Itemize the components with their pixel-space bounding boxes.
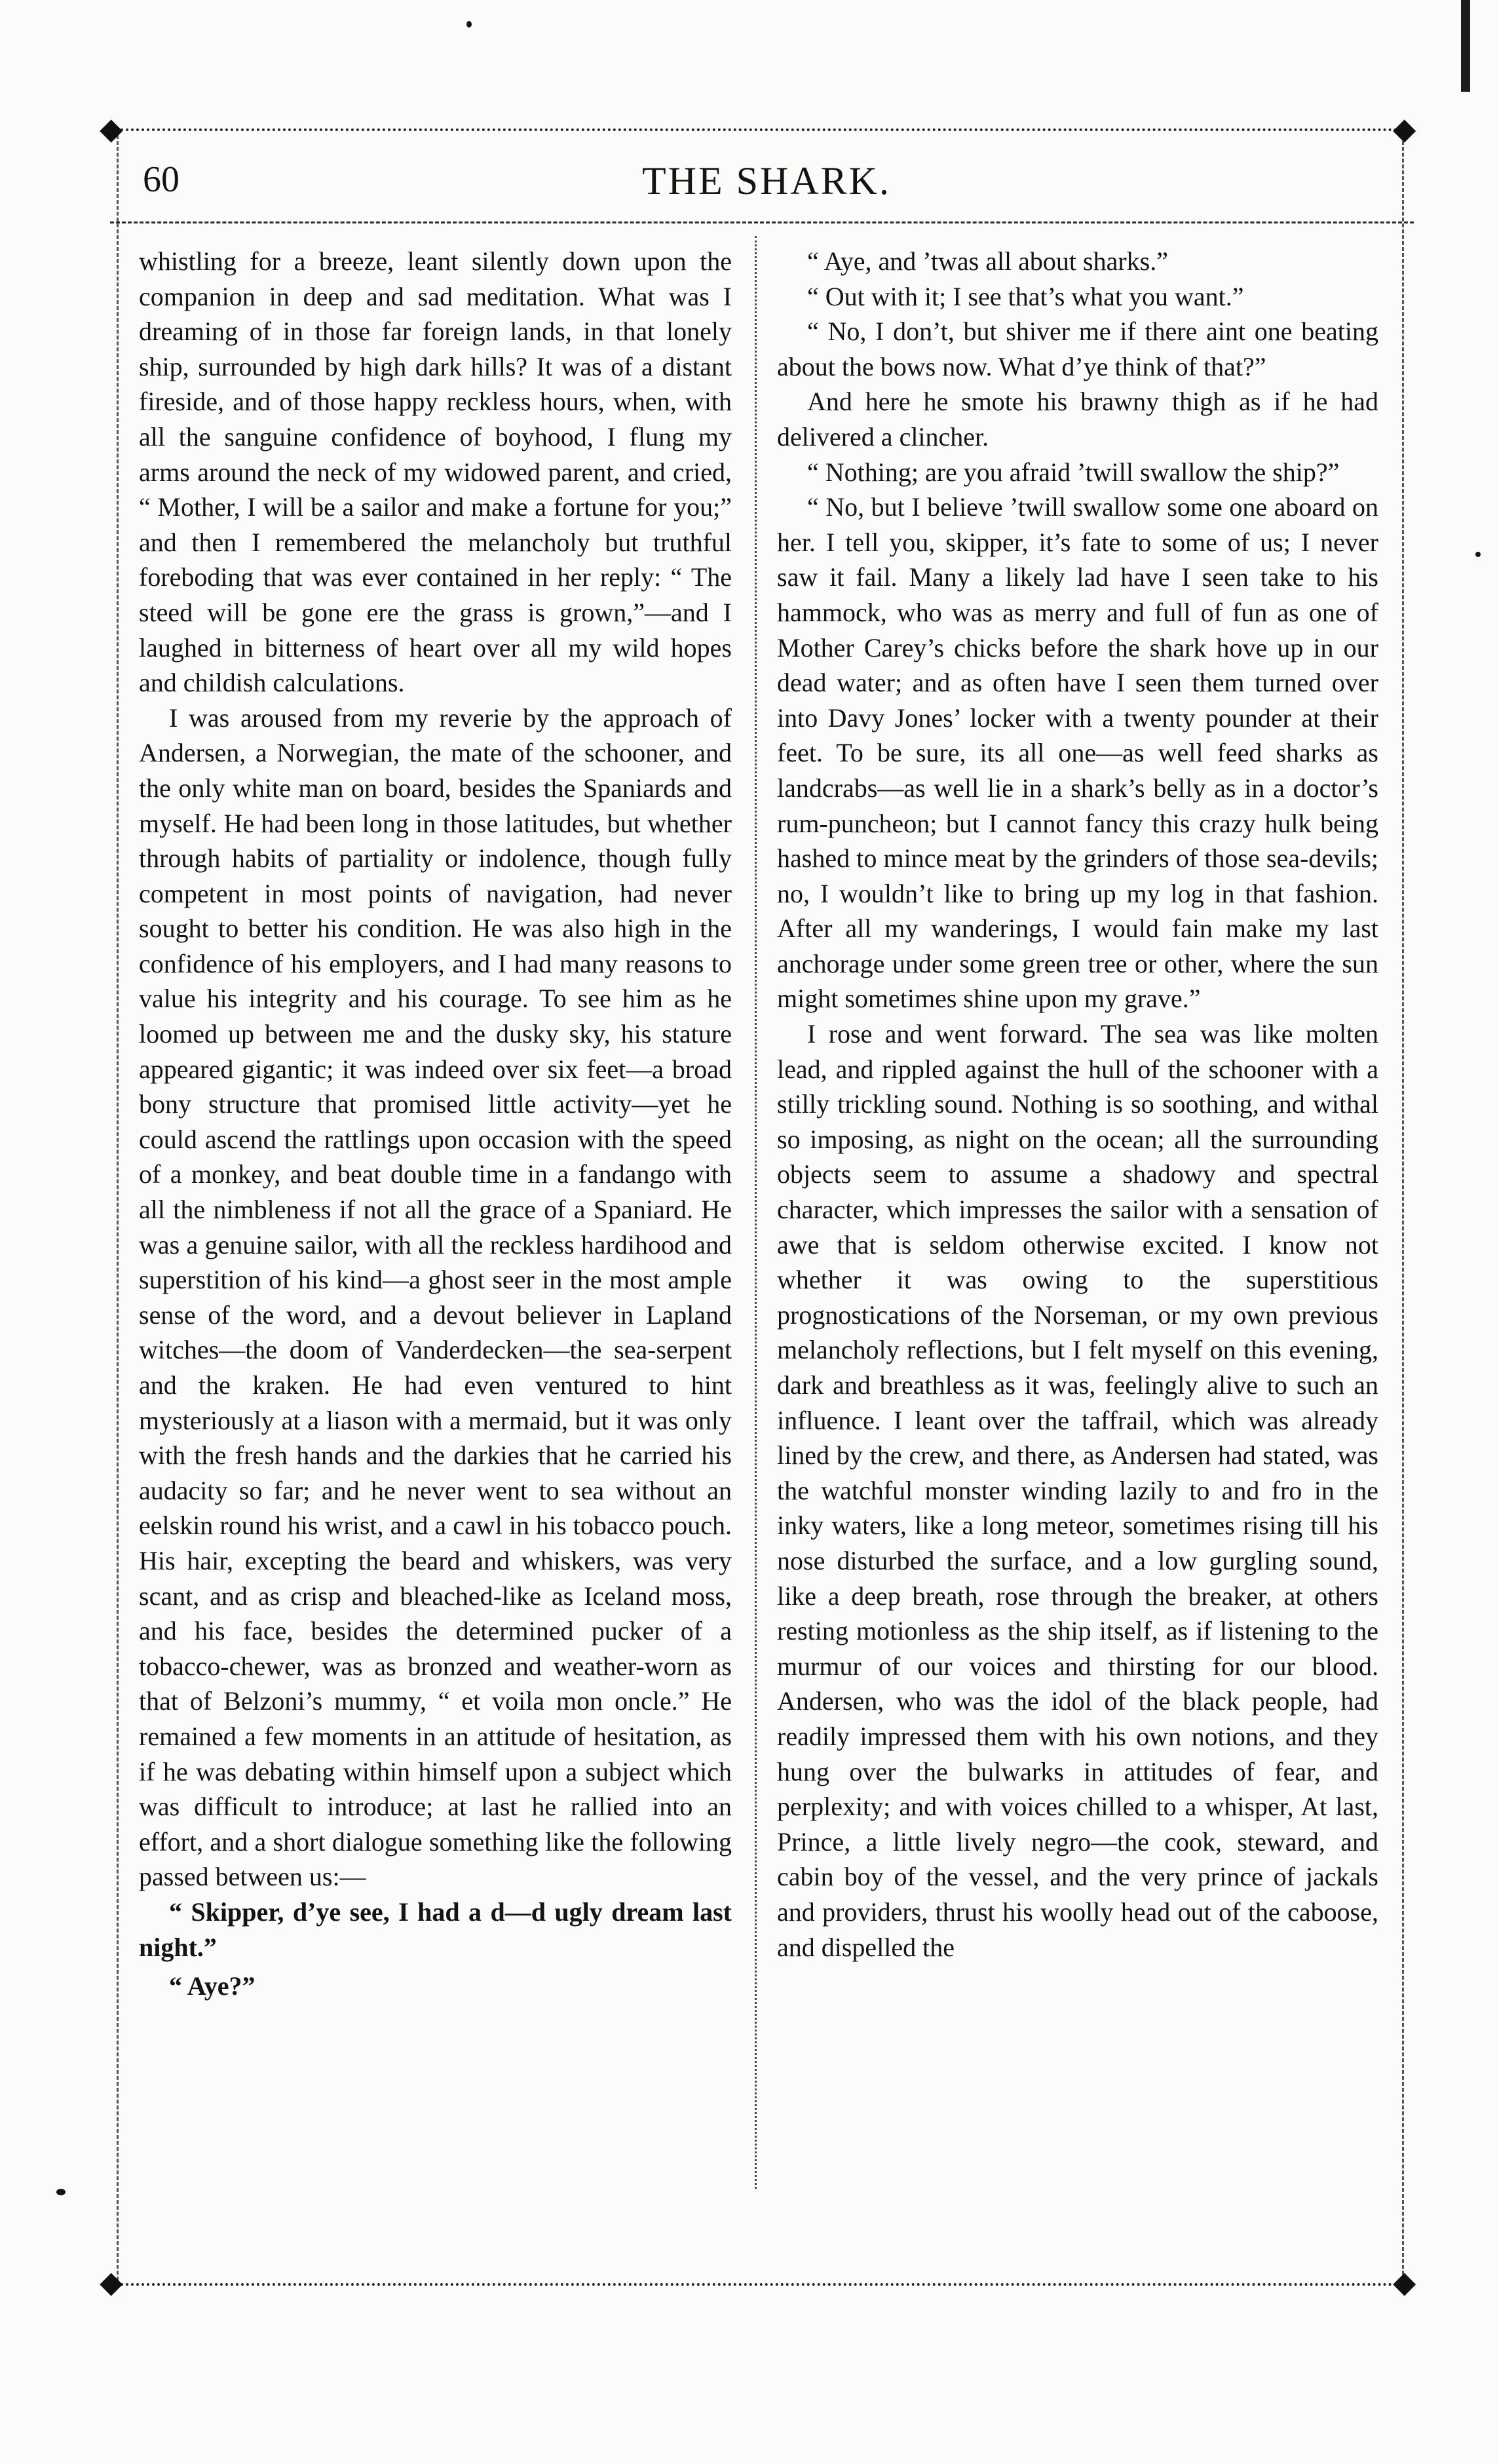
- column-divider: [755, 236, 757, 2189]
- corner-ornament-top-right: ◆: [1393, 112, 1416, 145]
- paragraph: I was aroused from my reverie by the approach of Andersen, a Norwegian, the mate of the schooner, and the only white man on board, besides the Spaniards and myself. He had been long in those latitudes, but whether through habits of partiality or indolence, though fully competent in most points of navigation, had never sought to better his condition. He was also high in the confidence of his employers, and I had many reasons to value his integrity and his courage. To see him as he loomed up between me and the dusky sky, his stature appeared gigantic; it was indeed over six feet—a broad bony structure that promised little activity—yet he could ascend the rattlings upon occasion with the speed of a monkey, and beat double time in a fandango with all the nimbleness if not all the grace of a Spaniard. He was a genuine sailor, with all the reckless hardihood and superstition of his kind—a ghost seer in the most ample sense of the word, and a devout believer in Lapland witches—the doom of Vanderdecken—the sea-serpent and the kraken. He had even ventured to hint mysteriously at a liason with a mermaid, but it was only with the fresh hands and the darkies that he carried his audacity so far; and he never went to sea without an eelskin round his wrist, and a cawl in his tobacco pouch. His hair, excepting the beard and whiskers, was very scant, and as crisp and bleached-like as Iceland moss, and his face, besides the determined pucker of a tobacco-chewer, was as bronzed and weather-worn as that of Belzoni’s mummy, “ et voila mon oncle.” He remained a few moments in an attitude of hesitation, as if he was debating within himself upon a subject which was difficult to introduce; at last he rallied into an effort, and a short dialogue something like the following passed between us:—: [139, 703, 732, 1892]
- dialogue-line: “ Aye, and ’twas all about sharks.”: [807, 246, 1168, 276]
- running-title: THE SHARK.: [641, 159, 891, 202]
- right-border-rule: [1402, 135, 1404, 2281]
- paragraph: And here he smote his brawny thigh as if he had delivered a clincher.: [777, 387, 1378, 452]
- ink-speck: [466, 21, 472, 28]
- left-column: [139, 244, 732, 2004]
- paragraph: whistling for a breeze, leant silently down upon the companion in deep and sad meditation. What was I dreaming of in those far foreign lands, in that lonely ship, surrounded by high dark hills? It was of a distant fireside, and of those happy reckless hours, when, with all the sanguine confidence of boyhood, I flung my arms around the neck of my widowed parent, and cried, “ Mother, I will be a sailor and make a fortune for you;” and then I remembered the melancholy but truthful foreboding that was ever contained in her reply: “ The steed will be gone ere the grass is grown,”—and I laughed in bitterness of heart over all my wild hopes and childish calculations.: [139, 246, 732, 698]
- dialogue-line: “ No, I don’t, but shiver me if there aint one beating about the bows now. What d’ye think of that?”: [777, 317, 1378, 381]
- corner-ornament-bottom-right: ◆: [1393, 2265, 1416, 2299]
- ink-speck: [1475, 552, 1481, 557]
- ink-speck: [56, 2189, 66, 2195]
- dialogue-line: “ No, but I believe ’twill swallow some one aboard on her. I tell you, skipper, it’s fate to some of us; I never saw it fail. Many a likely lad have I seen take to his hammock, who was as merry and full of fun as one of Mother Carey’s chicks before the shark hove up in our dead water; and as often have I seen them turned over into Davy Jones’ locker with a twenty pounder at their feet. To be sure, its all one—as well feed sharks as landcrabs—as well lie in a shark’s belly as in a doctor’s rum-puncheon; but I cannot fancy this crazy hulk being hashed to mince meat by the grinders of those sea-devils; no, I wouldn’t like to bring up my log in that fashion. After all my wanderings, I would fain make my last anchorage under some green tree or other, where the sun might sometimes shine upon my grave.”: [777, 492, 1378, 1014]
- bottom-border-rule: [110, 2283, 1414, 2286]
- paragraph: I rose and went forward. The sea was like molten lead, and rippled against the hull of the schooner with a stilly trickling sound. Nothing is so soothing, and withal so imposing, as night on the ocean; all the surrounding objects seem to assume a shadowy and spectral character, which impresses the sailor with a sensation of awe that is seldom otherwise excited. I know not whether it was owing to the superstitious prognostications of the Norseman, or my own previous melancholy reflections, but I felt myself on this evening, dark and breathless as it was, feelingly alive to such an influence. I leant over the taffrail, which was already lined by the crew, and there, as Andersen had stated, was the watchful monster winding lazily to and fro in the inky waters, like a long meteor, sometimes rising till his nose disturbed the surface, and a low gurgling sound, like a deep breath, rose through the breaker, at others resting motionless as the ship itself, as if listening to the murmur of our voices and thirsting for our blood. Andersen, who was the idol of the black people, had readily impressed them with his own notions, and they hung over the bulwarks in attitudes of fear, and perplexity; and with voices chilled to a whisper, At last, Prince, a little lively negro—the cook, steward, and cabin boy of the vessel, and the very prince of jackals and providers, thrust his woolly head out of the caboose, and dispelled the: [777, 1019, 1378, 1962]
- top-border-rule: [110, 128, 1414, 131]
- page-edge-shadow: [1461, 0, 1470, 92]
- dialogue-line: “ Aye?”: [169, 1971, 256, 2001]
- corner-ornament-top-left: ◆: [100, 112, 123, 145]
- corner-ornament-bottom-left: ◆: [100, 2265, 123, 2299]
- page-number: 60: [143, 159, 180, 200]
- running-header: [124, 155, 1409, 214]
- dialogue-line: “ Skipper, d’ye see, I had a d—d ugly dream last night.”: [139, 1896, 732, 1962]
- dialogue-line: “ Out with it; I see that’s what you want.”: [807, 281, 1244, 311]
- dialogue-line: “ Nothing; are you afraid ’twill swallow the ship?”: [807, 457, 1340, 487]
- right-column: [777, 244, 1378, 1965]
- header-underline: [110, 221, 1414, 223]
- left-border-rule: [117, 135, 119, 2281]
